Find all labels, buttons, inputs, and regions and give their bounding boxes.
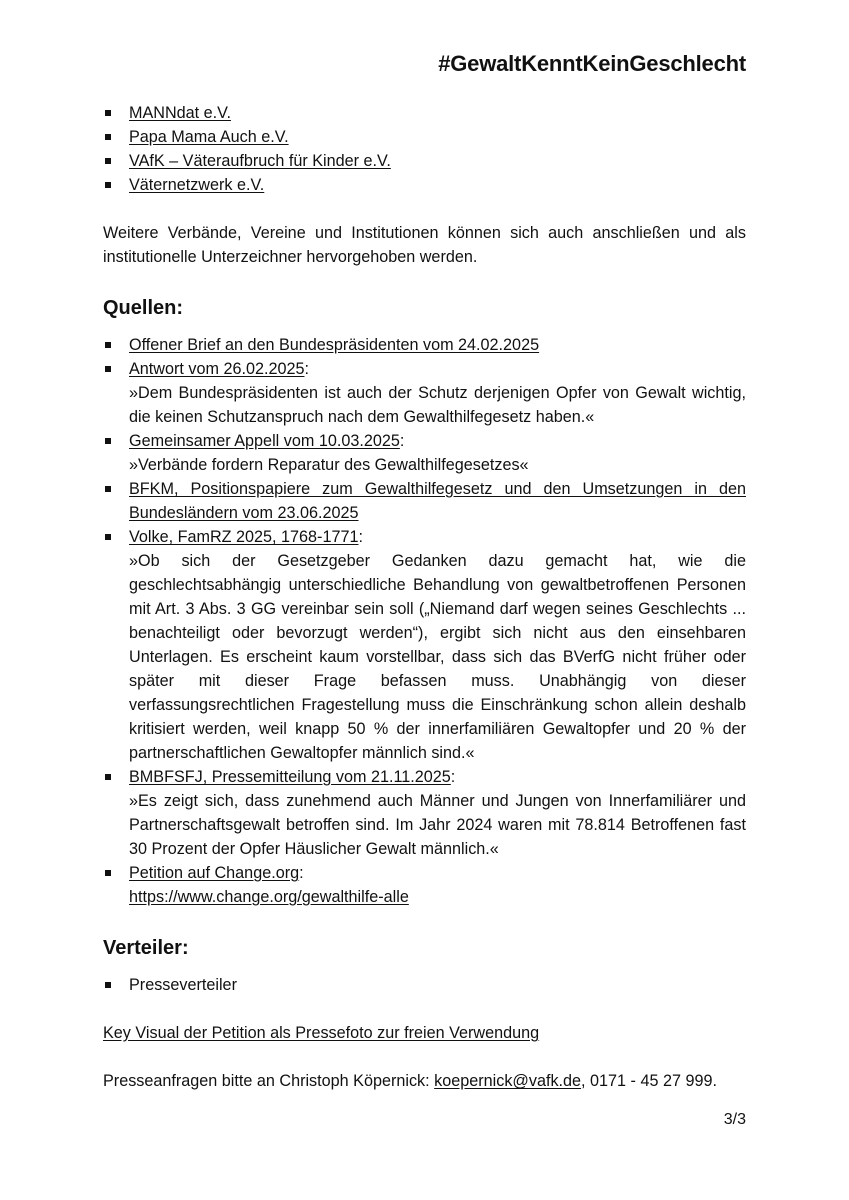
sources-list	[103, 333, 746, 909]
source-quote: »Verbände fordern Reparatur des Gewalthilfegesetzes«	[129, 456, 529, 474]
source-quote: »Es zeigt sich, dass zunehmend auch Männer und Jungen von Innerfamiliärer und Partnerschaftsgewalt betroffen sind. Im Jahr 2024 waren mit 78.814 Betroffenen fast 30 Prozent der Opfer Häuslicher Gewalt männlich.«	[129, 792, 746, 858]
page-number: 3/3	[723, 1111, 746, 1128]
supporter-link-vafk[interactable]: VAfK – Väteraufbruch für Kinder e.V.	[129, 152, 391, 170]
key-visual-paragraph	[103, 1021, 746, 1045]
source-link-open-letter[interactable]: Offener Brief an den Bundespräsidenten vom 24.02.2025	[129, 336, 540, 354]
contact-prefix: Presseanfragen bitte an Christoph Köpernick:	[103, 1072, 435, 1090]
list-item	[103, 429, 746, 477]
distribution-list	[103, 973, 746, 997]
source-suffix: :	[304, 360, 309, 378]
contact-paragraph	[103, 1069, 746, 1093]
source-suffix: :	[299, 864, 304, 882]
key-visual-link[interactable]: Key Visual der Petition als Pressefoto zur freien Verwendung	[103, 1024, 540, 1042]
source-link-petition[interactable]: Petition auf Change.org	[129, 864, 300, 882]
header-hashtag: #GewaltKenntKeinGeschlecht	[438, 51, 746, 76]
invite-paragraph: Weitere Verbände, Vereine und Institutionen können sich auch anschließen und als institutionelle Unterzeichner hervorgehoben werden.	[103, 224, 746, 266]
source-link-volke[interactable]: Volke, FamRZ 2025, 1768-1771	[129, 528, 359, 546]
source-suffix: :	[358, 528, 363, 546]
list-item: Presseverteiler	[103, 973, 746, 997]
supporter-link-vaeternetzwerk[interactable]: Väternetzwerk e.V.	[129, 176, 265, 194]
supporter-link-papa-mama-auch[interactable]: Papa Mama Auch e.V.	[129, 128, 289, 146]
list-item	[103, 477, 746, 525]
list-item	[103, 101, 746, 125]
list-item	[103, 149, 746, 173]
source-link-bfkm[interactable]: BFKM, Positionspapiere zum Gewalthilfegesetz und den Umsetzungen in den Bundesländern vom 23.06.2025	[129, 480, 746, 522]
list-item	[103, 125, 746, 149]
source-suffix: :	[450, 768, 456, 786]
contact-email-link[interactable]: koepernick@vafk.de	[434, 1072, 582, 1090]
list-item	[103, 173, 746, 197]
contact-suffix: , 0171 - 45 27 999.	[581, 1072, 717, 1090]
source-suffix: :	[399, 432, 405, 450]
supporter-link-manndat[interactable]: MANNdat e.V.	[129, 104, 231, 122]
list-item	[103, 333, 746, 357]
sources-heading: Quellen:	[103, 297, 184, 319]
distribution-heading: Verteiler:	[103, 937, 189, 959]
list-item	[103, 861, 746, 909]
source-quote: »Ob sich der Gesetzgeber Gedanken dazu gemacht hat, wie die geschlechtsabhängig unterschiedliche Behandlung von gewaltbetroffenen Personen mit Art. 3 Abs. 3 GG vereinbar sein soll („Niemand darf wegen seines Geschlechts ... benachteiligt oder bevorzugt werden“), ergibt sich nicht aus den einsehbaren Unterlagen. Es erscheint kaum vorstellbar, dass sich das BVerfG nicht früher oder später mit dieser Frage befassen muss. Unabhängig von dieser verfassungsrechtlichen Fragestellung muss die Einschränkung schon allein deshalb kritisiert werden, weil knapp 50 % der innerfamiliären Gewaltopfer und 20 % der partnerschaftlichen Gewaltopfer männlich sind.«	[129, 552, 746, 762]
source-link-bmbfsfj[interactable]: BMBFSFJ, Pressemitteilung vom 21.11.2025	[129, 768, 451, 786]
source-quote: »Dem Bundespräsidenten ist auch der Schutz derjenigen Opfer von Gewalt wichtig, die keinen Schutzanspruch nach dem Gewalthilfegesetz haben.«	[129, 384, 746, 426]
source-link-answer[interactable]: Antwort vom 26.02.2025	[129, 360, 305, 378]
supporters-list	[103, 101, 746, 197]
petition-url-link[interactable]: https://www.change.org/gewalthilfe-alle	[129, 888, 409, 906]
list-item	[103, 765, 746, 861]
list-item	[103, 357, 746, 429]
list-item	[103, 525, 746, 765]
source-link-appeal[interactable]: Gemeinsamer Appell vom 10.03.2025	[129, 432, 400, 450]
document-body	[103, 101, 746, 1093]
